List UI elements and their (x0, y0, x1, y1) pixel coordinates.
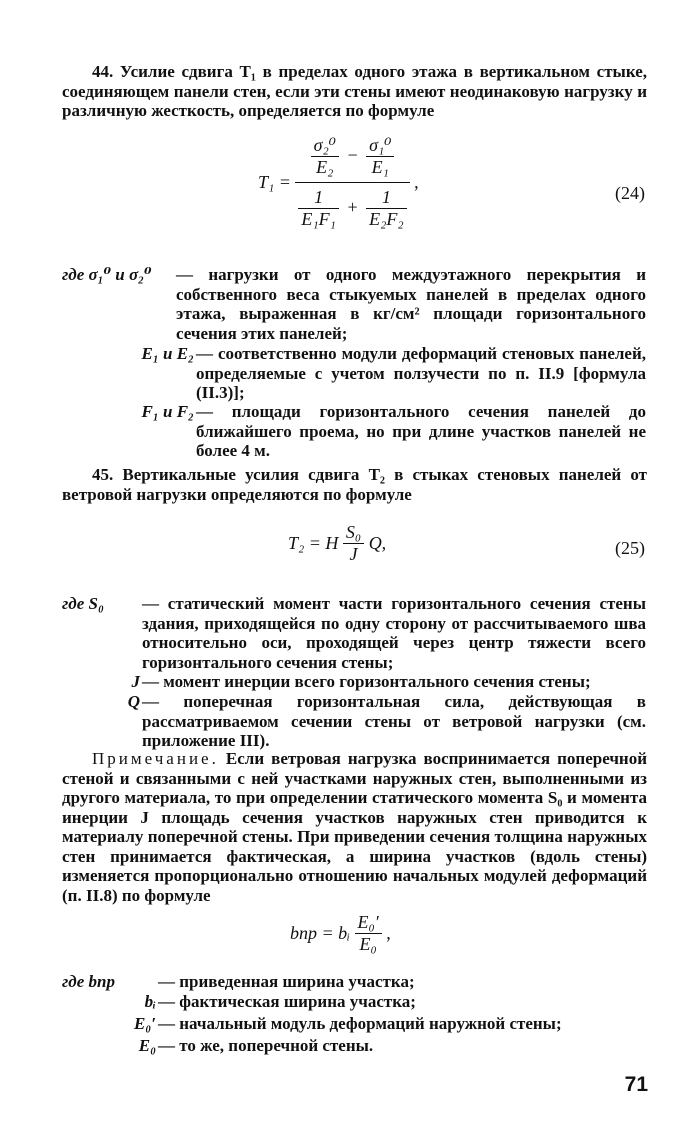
legend-b-text-3: — начальный модуль деформаций наружной стены; (158, 1014, 562, 1033)
fraction-s0-j: $\frac{\text{S₀}}{J}$ (343, 522, 364, 565)
legend-24-text-2: — соответственно модули деформаций стеновых панелей, определяемые с учетом ползучести по п. II.9 [формула (II.3)]; (196, 344, 646, 402)
legend-b-symbol-2: bᵢ (144, 992, 156, 1011)
legend-25-text-2: — момент инерции всего горизонтального сечения стены; (142, 672, 591, 691)
legend-25-symbol-3: Q (127, 692, 140, 711)
formula-25-lhs: T₂ = H (288, 533, 339, 553)
section-45-paragraph: 45. Вертикальные усилия сдвига T₂ в стыках стеновых панелей от ветровой нагрузки определяются по формуле (62, 465, 647, 504)
formula-reduced-width (290, 912, 391, 955)
formula-24-comma: , (414, 172, 419, 192)
legend-24-symbol-3: F₁ и F₂ (141, 402, 194, 421)
formula-25 (288, 522, 386, 565)
legend-24-text-1: — нагрузки от одного междуэтажного перекрытия и собственного веса стыкуемых панелей в пределах одного этажа, выраженная в кг/см² площади горизонтального сечения этих панелей; (176, 265, 646, 343)
formula-24-main-fraction (295, 135, 409, 230)
minus-sign: − (347, 144, 358, 165)
fraction-sigma2-e2: $\frac{\text{σ₂⁰}}{\text{E₂}}$ (311, 135, 339, 178)
legend-25-text-3: — поперечная горизонтальная сила, действующая в рассматриваемом сечении стены от ветровой нагрузки (см. приложение III). (142, 692, 646, 750)
legend-b-symbol-1: где bпр (62, 972, 115, 991)
page-number: 71 (624, 1073, 648, 1096)
formula-24-lhs: T₁ = (258, 172, 291, 192)
section-44-paragraph: 44. Усилие сдвига T₁ в пределах одного этажа в вертикальном стыке, соединяющем панели стен, если эти стены имеют неодинаковую нагрузку и различную жесткость, определяется по формуле (62, 62, 647, 120)
legend-24-symbol-2: E₁ и E₂ (141, 344, 194, 363)
formula-b-lhs: bпр = bᵢ (290, 923, 350, 943)
equation-number-25: (25) (615, 538, 645, 558)
fraction-1-e1f1: $\frac{1}{\text{E₁F₁}}$ (298, 187, 339, 230)
legend-b-symbol-4: E₀ (138, 1036, 156, 1055)
fraction-1-e2f2: $\frac{1}{\text{E₂F₂}}$ (366, 187, 407, 230)
legend-b-text-4: — то же, поперечной стены. (158, 1036, 374, 1055)
fraction-sigma1-e1: $\frac{\text{σ₁⁰}}{\text{E₁}}$ (366, 135, 394, 178)
plus-sign: + (347, 196, 358, 217)
legend-24-symbol-1: где σ₁⁰ и σ₂⁰ (62, 265, 152, 284)
legend-b-text-2: — фактическая ширина участка; (158, 992, 416, 1011)
legend-25-symbol-2: J (131, 672, 140, 691)
note-paragraph (62, 749, 647, 905)
legend-25-text-1: — статический момент части горизонтального сечения стены здания, приходящейся по одну сторону от рассчитываемого шва относительно оси, проходящей через центр тяжести всего горизонтального сечения стены; (142, 594, 646, 672)
legend-b-text-1: — приведенная ширина участка; (158, 972, 415, 991)
formula-b-comma: , (386, 923, 391, 943)
formula-25-rhs: Q, (368, 533, 387, 553)
legend-b-symbol-3: E₀′ (133, 1014, 156, 1033)
fraction-e0prime-e0: $\frac{\text{E₀′}}{\text{E₀}}$ (355, 912, 382, 955)
legend-25-symbol-1: где S₀ (62, 594, 104, 613)
equation-number-24: (24) (615, 183, 645, 203)
formula-24 (258, 135, 419, 230)
legend-24-text-3: — площади горизонтального сечения панелей до ближайшего проема, но при длине участков панелей не более 4 м. (196, 402, 646, 460)
note-label: Примечание. (92, 749, 219, 768)
note-text: Если ветровая нагрузка воспринимается поперечной стеной и связанными с ней участками наружных стен, выполненными из другого материала, то при определении статического момента S₀ и момента инерции J площадь сечения участков наружных стен приводится к материалу поперечной стены. При приведении сечения толщина наружных стен принимается фактическая, а ширина участков (вдоль стены) изменяется пропорционально отношению начальных модулей деформаций (п. II.8) по формуле (62, 749, 648, 905)
